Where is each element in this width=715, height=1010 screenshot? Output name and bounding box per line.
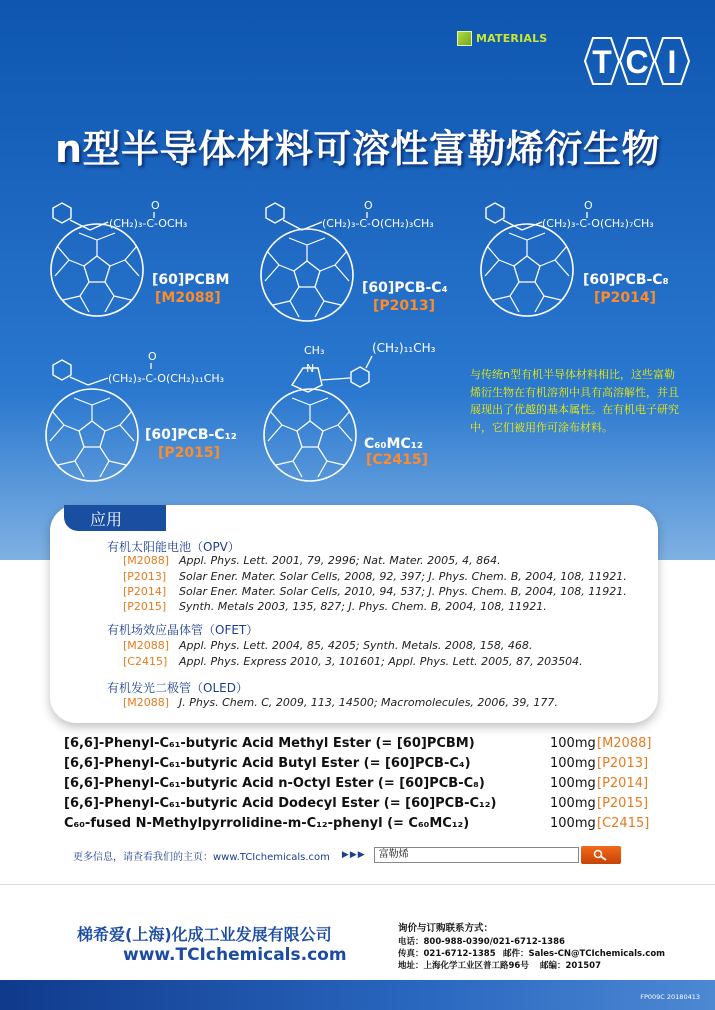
c60mc12-name: C₆₀MC₁₂ [364, 436, 424, 452]
pcb-c12-code: [P2015] [158, 445, 221, 461]
pcbm-name: [60]PCBM [152, 272, 230, 288]
search-input[interactable]: 富勒烯 [374, 847, 579, 863]
fullerene-pcb-c4 [261, 229, 353, 321]
contact-fax: 传真：021-6712-1385 [398, 949, 496, 959]
ref-row: [P2013] Solar Ener. Mater. Solar Cells, 2008, 92, 397; J. Phys. Chem. B, 2004, 108, 11921. [123, 570, 627, 583]
applications-tab: 应用 [64, 505, 166, 531]
search-row [73, 846, 621, 864]
materials-label: MATERIALS [476, 32, 548, 45]
pcb-c4-code: [P2013] [373, 298, 436, 314]
tci-letter-t: T [592, 44, 612, 80]
divider [0, 884, 715, 885]
tci-letter-i: I [667, 44, 677, 80]
ref-row: [M2088] Appl. Phys. Lett. 2001, 79, 2996; Nat. Mater. 2005, 4, 864. [123, 554, 501, 567]
contact-address: 地址：上海化学工业区普工路96号 [398, 961, 529, 971]
ref-row: [P2015] Synth. Metals 2003, 135, 827; J. Phys. Chem. B, 2004, 108, 11921. [123, 600, 547, 613]
fullerene-pcbm [51, 224, 143, 316]
c60mc12-chain: (CH₂)₁₁CH₃ [372, 341, 436, 355]
product-description: 与传统n型有机半导体材料相比，这些富勒烯衍生物在有机溶剂中具有高溶解性，并且展现出了优越的基本属性。在有机电子研究中，它们被用作可涂布材料。 [470, 368, 679, 434]
pcb-c8-name: [60]PCB-C₈ [583, 272, 669, 288]
svg-text:O: O [151, 199, 160, 212]
product-row: [6,6]-Phenyl-C₆₁-butyric Acid n-Octyl Ester (= [60]PCB-C₈) 100mg [P2014] [64, 776, 649, 791]
arrows-icon: ▶▶▶ [341, 850, 366, 860]
product-row: [6,6]-Phenyl-C₆₁-butyric Acid Dodecyl Ester (= [60]PCB-C₁₂) 100mg [P2015] [64, 796, 649, 811]
contact-postcode: 邮编：201507 [540, 961, 601, 971]
section-ofet: 有机场效应晶体管（OFET） [107, 623, 259, 637]
pcb-c4-name: [60]PCB-C₄ [362, 280, 448, 296]
molecule-gallery [0, 180, 715, 510]
fullerene-c60mc12 [264, 389, 356, 481]
pcb-c12-name: [60]PCB-C₁₂ [145, 427, 237, 443]
contact-heading: 询价与订购联系方式： [398, 923, 494, 934]
section-oled: 有机发光二极管（OLED） [107, 681, 248, 695]
page-title: n型半导体材料可溶性富勒烯衍生物 [54, 127, 661, 171]
product-row: [6,6]-Phenyl-C₆₁-butyric Acid Butyl Ester (= [60]PCB-C₄) 100mg [P2013] [64, 756, 649, 771]
ref-row: [P2014] Solar Ener. Mater. Solar Cells, 2010, 94, 537; J. Phys. Chem. B, 2004, 108, 11921. [123, 585, 627, 598]
c60mc12-nitrogen: N [306, 362, 315, 375]
svg-text:O: O [364, 199, 373, 212]
c60mc12-code: [C2415] [366, 452, 429, 468]
fullerene-pcb-c8 [481, 224, 573, 316]
c60mc12-methyl: CH₃ [304, 344, 325, 357]
pcbm-chain: (CH₂)₃-C-OCH₃ [109, 217, 188, 230]
company-website[interactable]: www.TCIchemicals.com [123, 945, 347, 965]
footer-code: FP009C 20180413 [640, 993, 700, 1001]
product-list [64, 735, 654, 835]
search-prompt: 更多信息，请查看我们的主页：www.TCIchemicals.com [73, 851, 330, 863]
materials-logo [457, 31, 547, 46]
section-opv: 有机太阳能电池（OPV） [107, 540, 240, 554]
contact-email[interactable]: 邮件：Sales-CN@TCIchemicals.com [503, 949, 666, 959]
pcb-c12-chain: (CH₂)₃-C-O(CH₂)₁₁CH₃ [108, 372, 225, 385]
fullerene-pcb-c12 [46, 389, 138, 481]
footer-bar [0, 980, 715, 1010]
search-icon [593, 849, 609, 861]
ref-row: [M2088] J. Phys. Chem. C, 2009, 113, 14500; Macromolecules, 2006, 39, 177. [123, 696, 558, 709]
pcb-c4-chain: (CH₂)₃-C-O(CH₂)₃CH₃ [322, 217, 434, 230]
svg-text:O: O [148, 350, 157, 363]
contact-phone: 电话：800-988-0390/021-6712-1386 [398, 937, 565, 947]
pcb-c8-chain: (CH₂)₃-C-O(CH₂)₇CH₃ [542, 217, 654, 230]
pcbm-code: [M2088] [155, 290, 221, 306]
product-row: [6,6]-Phenyl-C₆₁-butyric Acid Methyl Ester (= [60]PCBM) 100mg [M2088] [64, 736, 652, 751]
product-row: C₆₀-fused N-Methylpyrrolidine-m-C₁₂-phenyl (= C₆₀MC₁₂) 100mg [C2415] [64, 816, 650, 831]
tci-letter-c: C [625, 44, 649, 80]
ref-row: [C2415] Appl. Phys. Express 2010, 3, 101601; Appl. Phys. Lett. 2005, 87, 203504. [123, 655, 583, 668]
company-name: 梯希爱(上海)化成工业发展有限公司 [77, 925, 332, 944]
tci-logo [583, 30, 693, 92]
pcb-c8-code: [P2014] [594, 290, 657, 306]
search-button[interactable] [581, 846, 621, 864]
svg-text:O: O [584, 199, 593, 212]
ref-row: [M2088] Appl. Phys. Lett. 2004, 85, 4205; Synth. Metals. 2008, 158, 468. [123, 639, 533, 652]
materials-icon [457, 31, 472, 46]
